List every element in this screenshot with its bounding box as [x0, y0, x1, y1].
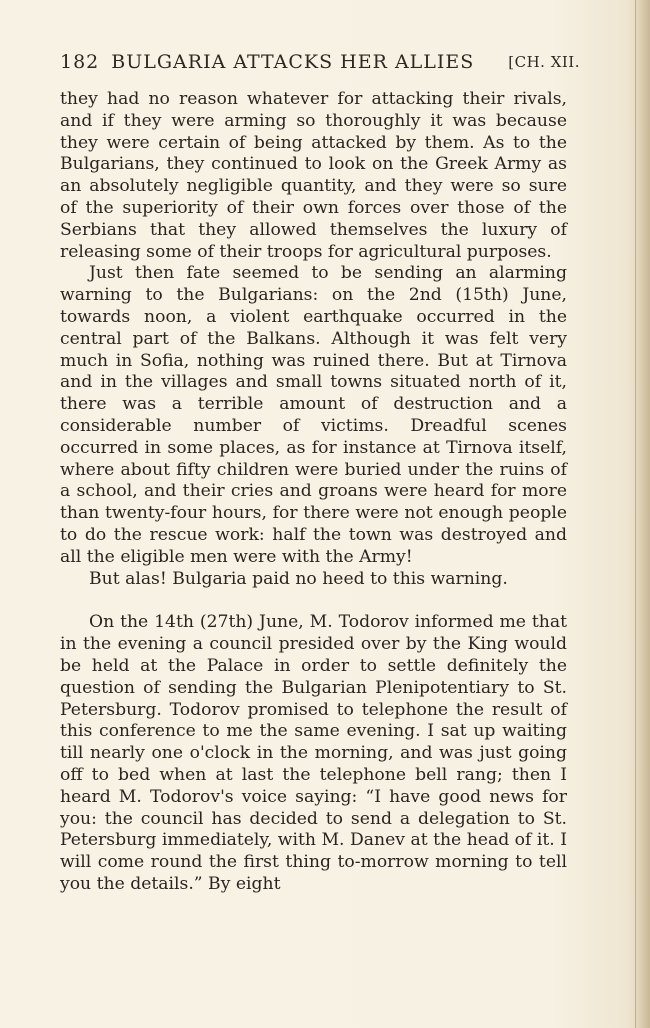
running-header [60, 50, 580, 74]
paragraph-1: they had no reason whatever for attacking their rivals, and if they were arming so thoroughly it was because they were certain of being attacked by them. As to the Bulgarians, they continued to look on the Greek Army as an absolutely negligible quantity, and they were so sure of the superiority of their own forces over those of the Serbians that they allowed themselves the luxury of releasing some of their troops for agricultural purposes. [60, 89, 567, 262]
section-gap [60, 590, 567, 612]
chapter-label: [CH. XII. [508, 53, 580, 71]
paragraph-2: Just then fate seemed to be sending an alarming warning to the Bulgarians: on the 2nd (15th) June, towards noon, a violent earthquake occurred in the central part of the Balkans. Although it was felt very much in Sofia, nothing was ruined there. But at Tirnova and in the villages and small towns situated north of it, there was a terrible amount of destruction and a considerable number of victims. Dreadful scenes occurred in some places, as for instance at Tirnova itself, where about fifty children were buried under the ruins of a school, and their cries and groans were heard for more than twenty-four hours, for there were not enough people to do the rescue work: half the town was destroyed and all the eligible men were with the Army! [60, 263, 567, 567]
page-number: 182 [60, 51, 100, 73]
paragraph-4: On the 14th (27th) June, M. Todorov informed me that in the evening a council presided over by the King would be held at the Palace in order to settle definitely the question of sending the Bulgarian Plenipotentiary to St. Petersburg. Todorov promised to telephone the result of this conference to me the same evening. I sat up waiting till nearly one o'clock in the morning, and was just going off to bed when at last the telephone bell rang; then I heard M. Todorov's voice saying: “I have good news for you: the council has decided to send a delegation to St. Petersburg immediately, with M. Danev at the head of it. I will come round the first thing to-morrow morning to tell you the details.” By eight [60, 612, 567, 894]
paragraph-3: But alas! Bulgaria paid no heed to this warning. [89, 568, 508, 589]
body-text [60, 89, 567, 896]
page-edge [636, 0, 650, 1028]
page-edge-line [635, 0, 636, 1028]
running-title: BULGARIA ATTACKS HER ALLIES [111, 51, 475, 73]
